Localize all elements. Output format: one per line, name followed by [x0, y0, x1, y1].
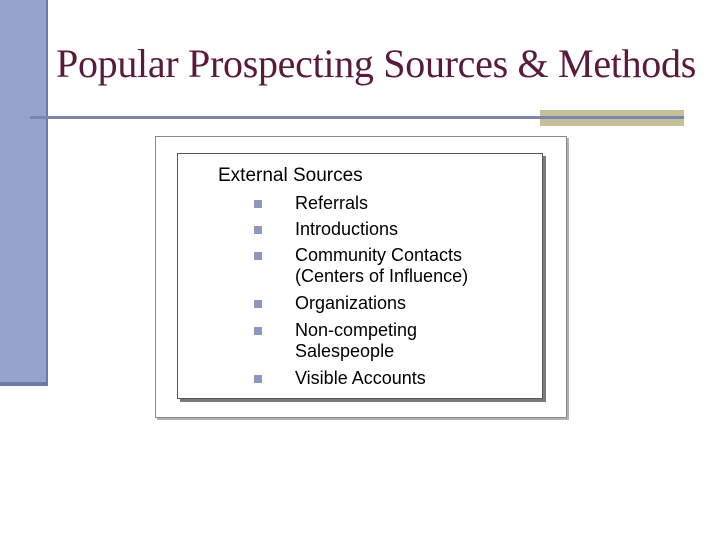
accent-bar-left [0, 0, 46, 382]
square-bullet-icon [254, 200, 262, 208]
square-bullet-icon [254, 226, 262, 234]
list-item-label: Referrals [295, 193, 369, 213]
list-item-label: Non-competing Salespeople [295, 320, 418, 361]
list-item-label: Organizations [295, 293, 407, 313]
square-bullet-icon [254, 300, 262, 308]
box-heading: External Sources [218, 165, 363, 186]
list-item-label: Visible Accounts [295, 368, 426, 388]
square-bullet-icon [254, 375, 262, 383]
slide-title: Popular Prospecting Sources & Methods [56, 41, 696, 86]
list-item-label: Community Contacts (Centers of Influence) [295, 245, 469, 286]
title-underline [30, 116, 540, 119]
accent-bar-edge [46, 0, 48, 386]
square-bullet-icon [254, 252, 262, 260]
list-item-label: Introductions [295, 219, 399, 239]
square-bullet-icon [254, 327, 262, 335]
accent-bar-shadow [0, 382, 48, 386]
title-underline-block-line [540, 116, 684, 119]
